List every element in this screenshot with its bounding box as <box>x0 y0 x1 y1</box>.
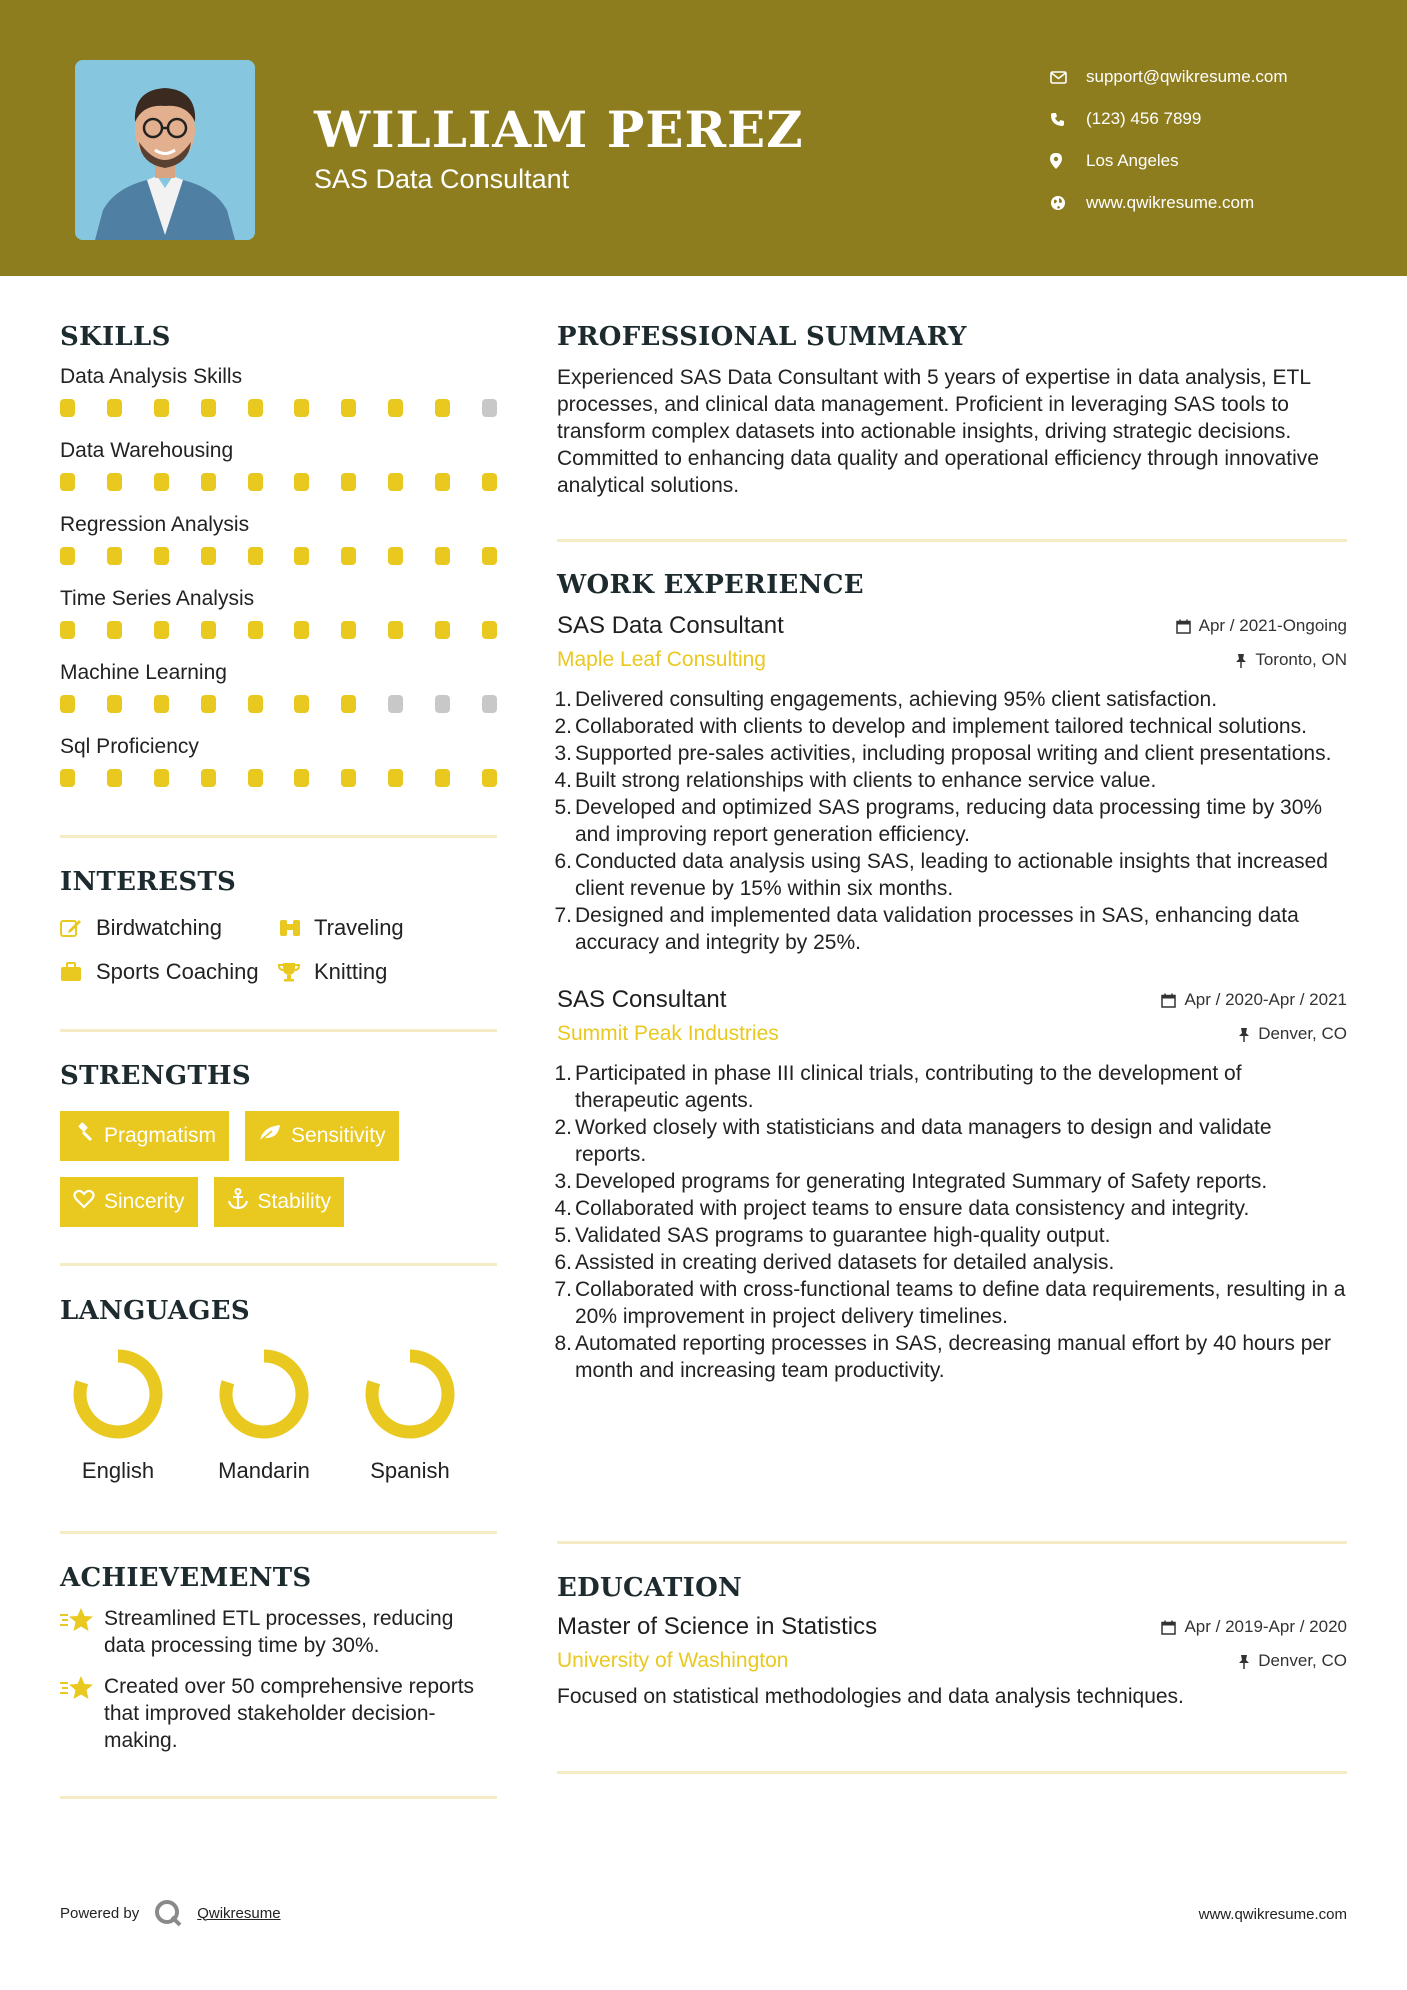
degree-title: Master of Science in Statistics <box>557 1613 878 1640</box>
achievement-item <box>60 1605 497 1659</box>
education-description: Focused on statistical methodologies and data analysis techniques. <box>557 1685 1184 1708</box>
rating-dot-filled <box>60 399 75 417</box>
rating-dot-filled <box>388 473 403 491</box>
duty-text: Delivered consulting engagements, achieving 95% client satisfaction. <box>575 688 1218 711</box>
job-dates <box>1161 990 1347 1010</box>
languages-section <box>60 1296 497 1484</box>
leaf-icon <box>258 1123 282 1149</box>
rating-dot-filled <box>201 695 216 713</box>
interest-item <box>60 959 278 985</box>
duty-text: Conducted data analysis using SAS, leading to actionable insights that increased client revenue by 15% within six months. <box>575 850 1328 900</box>
rating-dot-filled <box>294 695 309 713</box>
duty-item: 6. Conducted data analysis using SAS, leading to actionable insights that increased client revenue by 15% within six months. <box>554 850 1328 900</box>
rating-dot-filled <box>107 695 122 713</box>
duty-item: 5. Validated SAS programs to guarantee high-quality output. <box>554 1224 1111 1247</box>
rating-dot-filled <box>341 547 356 565</box>
duty-item: 7. Designed and implemented data validation processes in SAS, enhancing data accuracy and integrity by 25%. <box>554 904 1299 954</box>
duty-text: Participated in phase III clinical trials, contributing to the development of therapeutic agents. <box>575 1062 1242 1112</box>
calendar-icon <box>1161 993 1176 1008</box>
duty-item: 8. Automated reporting processes in SAS, decreasing manual effort by 40 hours per month and increasing team productivity. <box>554 1332 1332 1382</box>
envelope-icon <box>1050 71 1086 84</box>
education-dates-text: Apr / 2019-Apr / 2020 <box>1184 1617 1347 1636</box>
education-location <box>1238 1651 1347 1671</box>
rating-dot-filled <box>482 621 497 639</box>
rating-dot-filled <box>107 547 122 565</box>
summary-text: Experienced SAS Data Consultant with 5 years of expertise in data analysis, ETL processes, and clinical data management. Proficient in leveraging SAS tools to transform complex datasets into actionable insights, driving strategic decisions. Committed to enhancing data quality and operational efficiency through innovative analytical solutions. <box>557 366 1319 497</box>
interests-list <box>60 915 497 985</box>
rating-dot-filled <box>482 547 497 565</box>
interest-item <box>60 915 278 941</box>
rating-dot-filled <box>388 769 403 787</box>
interest-item <box>278 959 478 985</box>
rating-dot-filled <box>294 473 309 491</box>
rating-dot-filled <box>248 621 263 639</box>
language-gauge-arc <box>80 1356 156 1432</box>
rating-dot-filled <box>435 547 450 565</box>
skill-rating <box>60 540 497 584</box>
calendar-icon <box>1161 1620 1176 1635</box>
job-entry <box>554 986 1347 1384</box>
strength-tag <box>60 1111 229 1161</box>
strengths-list <box>60 1111 497 1227</box>
achievement-text: Streamlined ETL processes, reducing data processing time by 30%. <box>104 1607 454 1657</box>
rating-dot-filled <box>294 547 309 565</box>
rating-dot-filled <box>341 621 356 639</box>
star-icon <box>60 1605 104 1638</box>
duty-item: 1. Participated in phase III clinical trials, contributing to the development of therapeutic agents. <box>554 1062 1242 1112</box>
strength-tag <box>245 1111 399 1161</box>
footer-branding <box>60 1898 281 1928</box>
skill-rating <box>60 762 497 806</box>
job-title: SAS Data Consultant <box>557 612 784 639</box>
rating-dot-filled <box>248 769 263 787</box>
language-gauge <box>216 1346 312 1442</box>
skill-name: Machine Learning <box>60 661 227 684</box>
briefcase-icon <box>60 962 96 982</box>
skill-name: Time Series Analysis <box>60 587 255 610</box>
job-dates-text: Apr / 2020-Apr / 2021 <box>1184 990 1347 1009</box>
calendar-icon <box>1176 619 1191 634</box>
pushpin-icon <box>1235 653 1247 668</box>
job-location <box>1235 650 1347 670</box>
trophy-icon <box>278 962 314 982</box>
anchor-icon <box>227 1188 249 1216</box>
rating-dot-filled <box>248 547 263 565</box>
rating-dot-filled <box>388 547 403 565</box>
rating-dot-filled <box>482 769 497 787</box>
duty-item: 1. Delivered consulting engagements, achieving 95% client satisfaction. <box>554 688 1218 711</box>
interest-label: Sports Coaching <box>96 959 259 984</box>
website-text: www.qwikresume.com <box>1086 193 1255 212</box>
job-dates <box>1176 616 1347 636</box>
contact-location <box>1050 140 1380 182</box>
rating-dot-filled <box>341 769 356 787</box>
duty-item: 5. Developed and optimized SAS programs, reducing data processing time by 30% and improving report generation efficiency. <box>554 796 1323 846</box>
rating-dot-filled <box>482 473 497 491</box>
duty-item: 4. Built strong relationships with clients to enhance service value. <box>554 769 1157 792</box>
skill-name: Regression Analysis <box>60 513 250 536</box>
footer-website[interactable]: www.qwikresume.com <box>1198 1906 1347 1923</box>
qwikresume-link[interactable]: Qwikresume <box>197 1904 281 1922</box>
duty-item: 3. Supported pre-sales activities, including proposal writing and client presentations. <box>554 742 1332 765</box>
strength-tag <box>60 1177 198 1227</box>
rating-dot-empty <box>482 399 497 417</box>
strength-label: Pragmatism <box>104 1124 217 1147</box>
languages-heading: LANGUAGES <box>60 1296 250 1326</box>
language-gauge <box>362 1346 458 1442</box>
language-gauge <box>70 1346 166 1442</box>
candidate-title: SAS Data Consultant <box>314 164 570 194</box>
strengths-section <box>60 1061 497 1227</box>
skill-name: Data Warehousing <box>60 439 234 462</box>
job-location-text: Denver, CO <box>1258 1024 1347 1043</box>
skills-section <box>60 322 497 806</box>
language-item <box>66 1346 170 1484</box>
duty-text: Supported pre-sales activities, including proposal writing and client presentations. <box>575 742 1332 765</box>
rating-dot-filled <box>201 769 216 787</box>
rating-dot-filled <box>154 399 169 417</box>
achievement-text: Created over 50 comprehensive reports that improved stakeholder decision-making. <box>104 1675 475 1752</box>
education-location-text: Denver, CO <box>1258 1651 1347 1670</box>
duty-text: Designed and implemented data validation processes in SAS, enhancing data accuracy and integrity by 25%. <box>575 904 1299 954</box>
duty-item: 2. Worked closely with statisticians and data managers to design and validate reports. <box>554 1116 1272 1166</box>
skill-rating <box>60 688 497 732</box>
job-dates-text: Apr / 2021-Ongoing <box>1198 616 1347 635</box>
rating-dot-filled <box>294 621 309 639</box>
interests-heading: INTERESTS <box>60 867 237 897</box>
rating-dot-filled <box>294 399 309 417</box>
rating-dot-filled <box>341 473 356 491</box>
skill-item <box>60 362 497 436</box>
duty-item: 6. Assisted in creating derived datasets for detailed analysis. <box>554 1251 1115 1274</box>
binoculars-icon <box>278 918 314 938</box>
rating-dot-empty <box>435 695 450 713</box>
language-gauge-arc <box>372 1356 448 1432</box>
phone-text: (123) 456 7899 <box>1086 109 1202 128</box>
contact-phone[interactable] <box>1050 98 1380 140</box>
duty-item: 4. Collaborated with project teams to ensure data consistency and integrity. <box>554 1197 1250 1220</box>
divider <box>557 1771 1347 1774</box>
duty-text: Assisted in creating derived datasets for detailed analysis. <box>575 1251 1115 1274</box>
company-name: Maple Leaf Consulting <box>557 648 766 671</box>
globe-icon <box>1050 195 1086 211</box>
rating-dot-filled <box>388 621 403 639</box>
summary-section <box>557 322 1347 499</box>
skill-item <box>60 584 497 658</box>
skill-item <box>60 732 497 806</box>
strengths-heading: STRENGTHS <box>60 1061 251 1091</box>
skill-item <box>60 658 497 732</box>
rating-dot-filled <box>60 473 75 491</box>
skill-rating <box>60 614 497 658</box>
duty-text: Automated reporting processes in SAS, decreasing manual effort by 40 hours per month and increasing team productivity. <box>575 1332 1332 1382</box>
pushpin-icon <box>1238 1654 1250 1669</box>
rating-dot-filled <box>435 473 450 491</box>
rating-dot-filled <box>60 621 75 639</box>
duty-item: 3. Developed programs for generating Integrated Summary of Safety reports. <box>554 1170 1268 1193</box>
rating-dot-filled <box>341 695 356 713</box>
duties-list <box>554 686 1347 956</box>
rating-dot-filled <box>107 473 122 491</box>
languages-list <box>60 1346 497 1484</box>
duty-text: Built strong relationships with clients to enhance service value. <box>575 769 1157 792</box>
rating-dot-filled <box>154 473 169 491</box>
school-name: University of Washington <box>557 1649 789 1672</box>
duty-item: 7. Collaborated with cross-functional teams to define data requirements, resulting in a 20% improvement in project delivery timelines. <box>554 1278 1346 1328</box>
rating-dot-filled <box>107 769 122 787</box>
rating-dot-filled <box>154 695 169 713</box>
rating-dot-filled <box>60 769 75 787</box>
rating-dot-filled <box>388 399 403 417</box>
rating-dot-filled <box>201 547 216 565</box>
candidate-name: WILLIAM PEREZ <box>314 100 804 159</box>
interest-label: Traveling <box>314 915 404 940</box>
skills-heading: SKILLS <box>60 322 171 352</box>
rating-dot-filled <box>201 621 216 639</box>
achievements-list <box>60 1605 497 1754</box>
interest-label: Birdwatching <box>96 915 222 940</box>
rating-dot-filled <box>60 547 75 565</box>
star-icon <box>60 1673 104 1706</box>
duty-item: 2. Collaborated with clients to develop and implement tailored technical solutions. <box>554 715 1307 738</box>
rating-dot-filled <box>107 399 122 417</box>
rating-dot-filled <box>435 399 450 417</box>
duty-text: Developed and optimized SAS programs, reducing data processing time by 30% and improving report generation efficiency. <box>575 796 1323 846</box>
rating-dot-filled <box>435 769 450 787</box>
rating-dot-filled <box>60 695 75 713</box>
language-gauge-arc <box>226 1356 302 1432</box>
language-label: English <box>81 1458 155 1483</box>
skill-item <box>60 510 497 584</box>
job-location <box>1238 1024 1347 1044</box>
rating-dot-empty <box>388 695 403 713</box>
contact-website[interactable] <box>1050 182 1380 224</box>
achievements-section <box>60 1563 497 1768</box>
interest-label: Knitting <box>314 959 388 984</box>
rating-dot-filled <box>154 547 169 565</box>
rating-dot-filled <box>201 473 216 491</box>
heart-icon <box>73 1189 95 1215</box>
rating-dot-filled <box>248 399 263 417</box>
strength-label: Stability <box>257 1190 332 1213</box>
achievements-heading: ACHIEVEMENTS <box>60 1563 312 1593</box>
strength-label: Sensitivity <box>291 1124 386 1147</box>
skill-name: Data Analysis Skills <box>60 365 243 388</box>
experience-heading: WORK EXPERIENCE <box>557 570 864 600</box>
divider <box>557 1541 1347 1544</box>
job-entry <box>554 612 1347 956</box>
rating-dot-filled <box>154 769 169 787</box>
job-title: SAS Consultant <box>557 986 727 1013</box>
divider <box>60 835 497 838</box>
duty-text: Developed programs for generating Integrated Summary of Safety reports. <box>575 1170 1268 1193</box>
email-text: support@qwikresume.com <box>1086 67 1288 86</box>
language-label: Spanish <box>370 1458 450 1483</box>
duty-text: Collaborated with clients to develop and implement tailored technical solutions. <box>575 715 1307 738</box>
pushpin-icon <box>1238 1027 1250 1042</box>
duty-text: Validated SAS programs to guarantee high-quality output. <box>575 1224 1111 1247</box>
education-dates <box>1161 1617 1347 1637</box>
strength-tag <box>214 1177 345 1227</box>
divider <box>557 539 1347 542</box>
rating-dot-filled <box>107 621 122 639</box>
summary-heading: PROFESSIONAL SUMMARY <box>557 322 967 352</box>
achievement-item <box>60 1673 497 1754</box>
resume-header <box>0 0 1407 276</box>
job-location-text: Toronto, ON <box>1255 650 1347 669</box>
rating-dot-filled <box>201 399 216 417</box>
rating-dot-filled <box>294 769 309 787</box>
company-name: Summit Peak Industries <box>557 1022 779 1045</box>
rating-dot-filled <box>435 621 450 639</box>
language-label: Mandarin <box>218 1458 310 1483</box>
experience-section <box>554 570 1347 1384</box>
language-item <box>358 1346 462 1484</box>
rating-dot-empty <box>482 695 497 713</box>
powered-by-text: Powered by <box>60 1904 140 1922</box>
divider <box>60 1263 497 1266</box>
qwikresume-logo-icon <box>153 1898 183 1928</box>
skill-rating <box>60 392 497 436</box>
duty-text: Worked closely with statisticians and data managers to design and validate reports. <box>575 1116 1272 1166</box>
pencil-icon <box>60 918 96 938</box>
divider <box>60 1796 497 1799</box>
duties-list <box>554 1060 1347 1384</box>
contact-list <box>1050 56 1380 224</box>
contact-email[interactable] <box>1050 56 1380 98</box>
language-item <box>212 1346 316 1484</box>
skill-item <box>60 436 497 510</box>
rating-dot-filled <box>248 695 263 713</box>
duty-text: Collaborated with cross-functional teams to define data requirements, resulting in a 20% improvement in project delivery timelines. <box>575 1278 1346 1328</box>
location-pin-icon <box>1050 153 1086 169</box>
skill-name: Sql Proficiency <box>60 735 199 758</box>
divider <box>60 1029 497 1032</box>
skill-rating <box>60 466 497 510</box>
rating-dot-filled <box>341 399 356 417</box>
divider <box>60 1531 497 1534</box>
education-heading: EDUCATION <box>557 1573 743 1603</box>
duty-text: Collaborated with project teams to ensure data consistency and integrity. <box>575 1197 1250 1220</box>
education-section <box>557 1573 1347 1710</box>
location-text: Los Angeles <box>1086 151 1179 170</box>
phone-icon <box>1050 112 1086 127</box>
interest-item <box>278 915 478 941</box>
rating-dot-filled <box>154 621 169 639</box>
skills-list <box>60 362 497 806</box>
gavel-icon <box>73 1122 95 1150</box>
strength-label: Sincerity <box>104 1190 185 1213</box>
interests-section <box>60 867 497 985</box>
rating-dot-filled <box>248 473 263 491</box>
profile-photo <box>75 60 255 240</box>
